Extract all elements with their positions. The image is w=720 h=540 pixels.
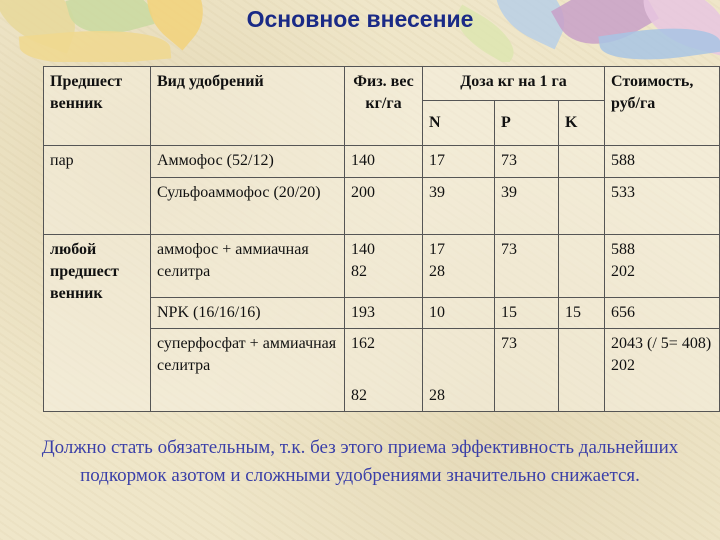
header-p: P [495,101,559,146]
cell-fertilizer: суперфосфат + аммиачная селитра [151,329,345,412]
cell-p: 39 [495,178,559,235]
cell-predecessor: пар [44,145,151,234]
cell-n: 17 [423,145,495,177]
header-n: N [423,101,495,146]
cell-p: 73 [495,234,559,297]
cell-k [559,329,605,380]
cell-k [559,178,605,235]
header-predecessor: Предшест венник [44,67,151,146]
cell-n: 10 [423,297,495,328]
cell-k: 15 [559,297,605,328]
cell-cost: 656 [605,297,720,328]
header-cost: Стоимость, руб/га [605,67,720,146]
cell-cost: 588 [605,145,720,177]
table-row [44,145,720,177]
cell-n: 28 [423,379,495,411]
table-row [44,234,720,297]
cell-k [559,234,605,297]
cell-fertilizer: Сульфоаммофос (20/20) [151,178,345,235]
cell-k [559,379,605,411]
cell-cost: 588 202 [605,234,720,297]
cell-fertilizer: NPK (16/16/16) [151,297,345,328]
table-header-row [44,67,720,101]
cell-p: 73 [495,145,559,177]
cell-weight: 193 [345,297,423,328]
header-dose: Доза кг на 1 га [423,67,605,101]
cell-cost: 533 [605,178,720,235]
cell-weight: 140 82 [345,234,423,297]
cell-weight: 82 [345,379,423,411]
cell-fertilizer: Аммофос (52/12) [151,145,345,177]
cell-k [559,145,605,177]
cell-n: 39 [423,178,495,235]
page-title: Основное внесение [246,6,474,32]
fertilizer-table [43,66,720,412]
cell-weight: 200 [345,178,423,235]
cell-weight: 162 [345,329,423,380]
header-phys-weight: Физ. вес кг/га [345,67,423,146]
cell-n: 17 28 [423,234,495,297]
cell-p [495,379,559,411]
cell-n [423,329,495,380]
header-k: K [559,101,605,146]
cell-weight: 140 [345,145,423,177]
cell-predecessor: любой предшест венник [44,234,151,411]
cell-p: 15 [495,297,559,328]
cell-p: 73 [495,329,559,380]
footer-note: Должно стать обязательным, т.к. без этого приема эффективность дальнейших подкормок азотом и сложными удобрениями значительно снижается. [41,437,679,486]
cell-fertilizer: аммофос + аммиачная селитра [151,234,345,297]
cell-cost: 2043 (/ 5= 408) 202 [605,329,720,412]
header-fertilizer-type: Вид удобрений [151,67,345,146]
